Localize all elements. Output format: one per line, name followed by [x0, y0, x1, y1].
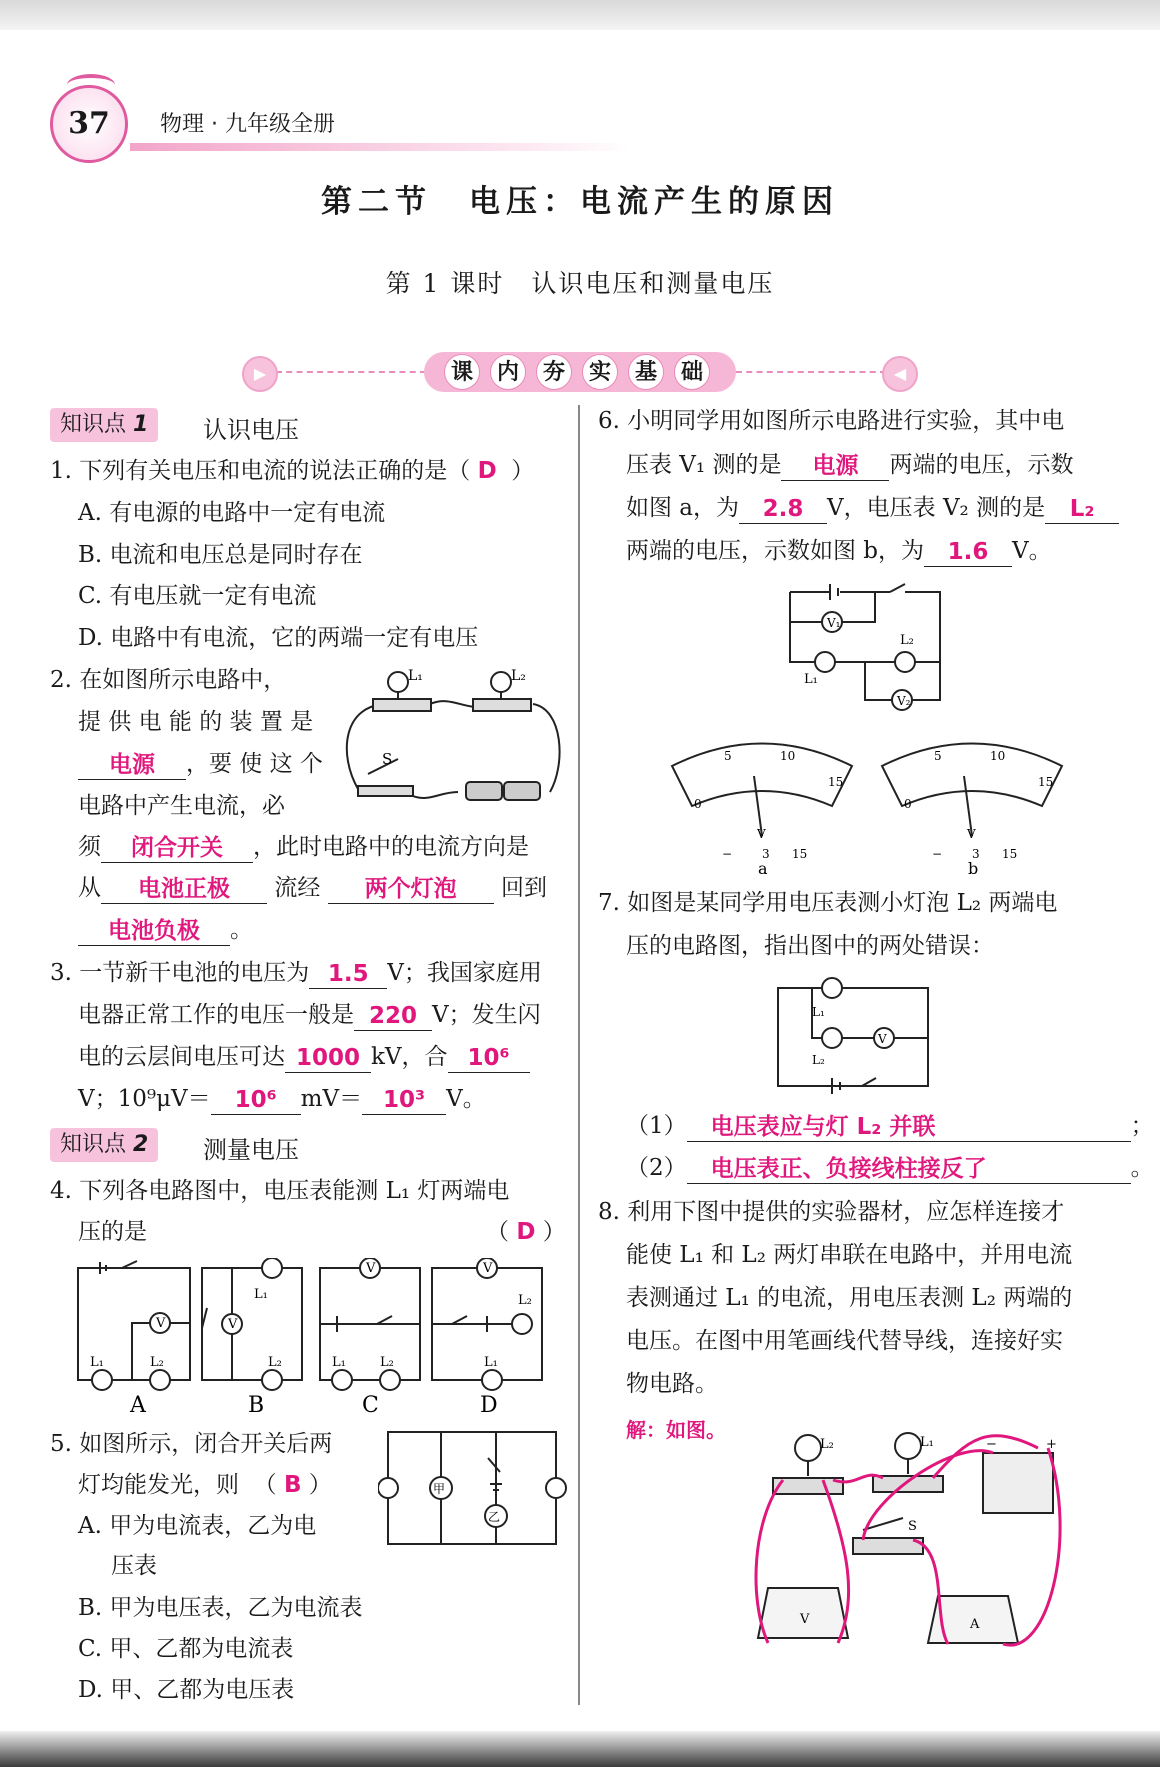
q5-yi-label: 乙: [488, 1510, 501, 1524]
svg-text:−: −: [722, 847, 733, 861]
knowledge-point-2-title: 测量电压: [203, 1136, 299, 1164]
q6-voltmeter-dials: [662, 726, 1072, 876]
svg-text:L₂: L₂: [812, 1053, 825, 1067]
q7-p2: （2）: [626, 1155, 687, 1181]
svg-text:L₂: L₂: [820, 1437, 834, 1452]
svg-text:L₁: L₁: [804, 672, 818, 687]
book-title: 物理 · 九年级全册: [160, 112, 335, 137]
q3-answer-3: 1000: [295, 1045, 360, 1071]
q6-line3: [626, 492, 1119, 524]
svg-text:0: 0: [694, 797, 702, 811]
q8-wiring-figure: [748, 1418, 1078, 1678]
knowledge-point-1-title: 认识电压: [203, 416, 299, 444]
svg-text:S: S: [382, 750, 393, 768]
q3-l4a: V；10⁹μV＝: [78, 1086, 211, 1112]
q2-answer-5: 电池负极: [108, 918, 200, 944]
q6-answer-1: 电源: [812, 453, 859, 479]
kp-tag-label: 知识点: [60, 1132, 127, 1157]
svg-text:0: 0: [904, 797, 912, 811]
q8-line1: 8. 利用下图中提供的实验器材，应怎样连接才: [598, 1199, 1065, 1225]
q2-line6c: 回到: [500, 875, 547, 901]
q1-option-d: D. 电路中有电流，它的两端一定有电压: [78, 625, 479, 651]
banner-dash-left: [276, 371, 426, 373]
q7-answer-1-line: [626, 1110, 1154, 1142]
q5-line1: 5. 如图所示，闭合开关后两: [50, 1431, 333, 1457]
q8-line3: 表测通过 L₁ 的电流，用电压表测 L₂ 两端的: [626, 1285, 1073, 1311]
kp-tag-label: 知识点: [60, 412, 127, 437]
svg-text:V: V: [878, 1032, 887, 1046]
q3-answer-4: 10⁶: [467, 1045, 510, 1071]
svg-text:+: +: [1046, 1437, 1057, 1452]
svg-text:15: 15: [792, 847, 808, 861]
q3-l1b: V；我国家庭用: [387, 960, 542, 986]
q6-line2: [626, 449, 1073, 481]
svg-text:V: V: [228, 1317, 238, 1332]
q2-line3-text: ，要 使 这 个: [186, 751, 323, 777]
q2-answer-4: 两个灯泡: [364, 876, 457, 902]
q3-answer-1: 1.5: [327, 961, 369, 987]
header-stripe: [130, 143, 630, 151]
q6-l3a: 如图 a，为: [626, 495, 740, 521]
kp-number: 1: [133, 412, 149, 437]
q4-circuit-options: [72, 1258, 562, 1418]
svg-text:V₂: V₂: [897, 694, 911, 708]
q3-answer-2: 220: [368, 1003, 417, 1029]
banner-dash-right: [736, 371, 886, 373]
q4-label-b: B: [248, 1393, 265, 1418]
svg-text:L₁: L₁: [254, 1287, 268, 1302]
q1-close: ）: [511, 458, 535, 484]
q2-line4: 电路中产生电流，必: [78, 793, 285, 819]
q6-l4b: V。: [1012, 538, 1052, 564]
q4-line2: 压的是: [78, 1219, 147, 1245]
knowledge-point-2-tag: [50, 1128, 158, 1162]
q7-e1: ；: [1130, 1113, 1154, 1139]
svg-text:V₁: V₁: [827, 616, 841, 630]
banner-char: 内: [490, 354, 526, 390]
q3-line1: [50, 957, 542, 989]
lesson-title: 第 1 课时 认识电压和测量电压: [385, 269, 775, 298]
q6-circuit-figure: [780, 580, 950, 720]
svg-text:15: 15: [1002, 847, 1018, 861]
q6-line4: [626, 535, 1052, 567]
banner-char: 课: [444, 354, 480, 390]
svg-text:5: 5: [724, 749, 732, 763]
svg-text:V: V: [483, 1261, 493, 1276]
q7-line1: 7. 如图是某同学用电压表测小灯泡 L₂ 两端电: [598, 890, 1058, 916]
q2-line7: [78, 914, 253, 946]
q3-answer-6: 10³: [383, 1087, 426, 1113]
q1-stem: [50, 455, 534, 487]
svg-text:5: 5: [934, 749, 942, 763]
q6-l2a: 压表 V₁ 测的是: [626, 452, 782, 478]
svg-text:10: 10: [780, 749, 796, 763]
svg-text:L₁: L₁: [812, 1005, 825, 1019]
q3-line4: [78, 1083, 486, 1115]
q8-solution-label: 解：如图。: [626, 1418, 726, 1442]
q5-option-a: A. 甲为电流表，乙为电: [78, 1513, 317, 1539]
q5-jia-label: 甲: [433, 1482, 446, 1496]
q5-option-d: D. 甲、乙都为电压表: [78, 1677, 295, 1703]
q6-answer-2: 2.8: [762, 496, 804, 522]
svg-text:L₂: L₂: [150, 1355, 164, 1370]
q5-option-a-cont: 压表: [88, 1553, 157, 1579]
svg-text:−: −: [932, 847, 943, 861]
knowledge-point-1-tag: [50, 408, 158, 442]
banner-char: 基: [628, 354, 664, 390]
q3-answer-5: 10⁶: [234, 1087, 277, 1113]
q5-line2-text: 灯均能发光，则: [78, 1472, 239, 1498]
play-icon: ▶: [242, 356, 278, 392]
q2-line5: [78, 831, 529, 863]
q3-l3a: 电的云层间电压可达: [78, 1044, 285, 1070]
q4-label-a: A: [130, 1393, 146, 1418]
q1-stem-text: 1. 下列有关电压和电流的说法正确的是（: [50, 458, 471, 484]
q3-line2: [78, 999, 541, 1031]
q4-label-d: D: [480, 1393, 498, 1418]
q3-l2b: V；发生闪: [432, 1002, 541, 1028]
q5-line2: 灯均能发光，则 （ B ）: [78, 1472, 332, 1498]
q1-option-c: C. 有电压就一定有电流: [78, 583, 317, 609]
svg-text:L₁: L₁: [332, 1355, 346, 1370]
q7-answer-1: 电压表应与灯 L₂ 并联: [710, 1114, 936, 1140]
q2-circuit-figure: [338, 664, 566, 814]
svg-text:L₁: L₁: [920, 1435, 934, 1450]
q3-l4c: V。: [446, 1086, 486, 1112]
q7-e2: 。: [1130, 1155, 1154, 1181]
bottom-edge: [0, 1731, 1160, 1767]
svg-text:A: A: [970, 1617, 980, 1632]
q6-answer-4: 1.6: [947, 539, 989, 565]
q7-p1: （1）: [626, 1113, 687, 1139]
section-title: 第二节 电压：电流产生的原因: [321, 184, 839, 220]
svg-text:V: V: [757, 827, 766, 841]
svg-text:V: V: [800, 1612, 810, 1627]
q6-answer-3: L₂: [1069, 496, 1095, 522]
svg-text:V: V: [967, 827, 976, 841]
svg-text:L₂: L₂: [900, 633, 914, 648]
q2-line3: [78, 748, 323, 780]
svg-text:L₁: L₁: [484, 1355, 498, 1370]
q8-line2: 能使 L₁ 和 L₂ 两灯串联在电路中，并用电流: [626, 1242, 1073, 1268]
q1-answer: D: [477, 458, 497, 484]
svg-text:L₂: L₂: [511, 668, 526, 684]
meter-b-label: b: [968, 859, 979, 876]
q2-end: 。: [230, 917, 253, 943]
q1-option-a: A. 有电源的电路中一定有电流: [78, 500, 386, 526]
q3-line3: [78, 1041, 530, 1073]
q2-answer-1: 电源: [109, 752, 155, 778]
q5-option-c: C. 甲、乙都为电流表: [78, 1636, 294, 1662]
svg-text:S: S: [908, 1519, 917, 1534]
q6-line1: 6. 小明同学用如图所示电路进行实验，其中电: [598, 408, 1065, 434]
svg-text:L₂: L₂: [268, 1355, 282, 1370]
q2-line6a: 从: [78, 875, 101, 901]
svg-text:L₂: L₂: [380, 1355, 394, 1370]
svg-text:3: 3: [972, 847, 980, 861]
q2-line6b: 流经: [274, 875, 321, 901]
banner-char: 础: [674, 354, 710, 390]
q3-l1a: 3. 一节新干电池的电压为: [50, 960, 310, 986]
q2-line1: 2. 在如图所示电路中，: [50, 667, 287, 693]
q7-answer-2: 电压表正、负接线柱接反了: [710, 1156, 987, 1182]
svg-text:15: 15: [1038, 775, 1054, 789]
q5-answer: B: [283, 1472, 302, 1498]
q2-line5a: 须: [78, 834, 101, 860]
svg-text:15: 15: [828, 775, 844, 789]
svg-text:V: V: [366, 1261, 376, 1276]
q5-circuit-figure: [378, 1428, 568, 1550]
q6-l4a: 两端的电压，示数如图 b，为: [626, 538, 925, 564]
column-divider: [578, 405, 580, 1705]
q4-line1: 4. 下列各电路图中，电压表能测 L₁ 灯两端电: [50, 1178, 510, 1204]
page-number: 37: [50, 85, 128, 163]
q2-line2: 提 供 电 能 的 装 置 是: [78, 709, 314, 735]
q4-answer: D: [516, 1219, 536, 1245]
q5-option-b: B. 甲为电压表，乙为电流表: [78, 1595, 363, 1621]
q2-answer-3: 电池正极: [138, 876, 230, 902]
q7-answer-2-line: [626, 1152, 1154, 1184]
kp-number: 2: [133, 1132, 149, 1157]
q8-line4: 电压。在图中用笔画线代替导线，连接好实: [626, 1328, 1063, 1354]
banner-char: 夯: [536, 354, 572, 390]
q4-label-c: C: [362, 1393, 379, 1418]
svg-text:3: 3: [762, 847, 770, 861]
svg-text:V: V: [156, 1316, 166, 1331]
page-header: [50, 55, 1110, 155]
q1-option-b: B. 电流和电压总是同时存在: [78, 542, 363, 568]
q2-answer-2: 闭合开关: [131, 835, 223, 861]
banner-pill: [424, 352, 736, 392]
top-edge: [0, 0, 1160, 30]
q7-circuit-figure: [772, 976, 932, 1094]
banner-char: 实: [582, 354, 618, 390]
meter-a-label: a: [758, 859, 768, 876]
svg-text:10: 10: [990, 749, 1006, 763]
q8-line5: 物电路。: [626, 1371, 718, 1397]
q3-l2a: 电器正常工作的电压一般是: [78, 1002, 354, 1028]
q2-line6: [78, 872, 547, 904]
svg-text:L₁: L₁: [408, 668, 423, 684]
q3-l4b: mV＝: [300, 1086, 363, 1112]
q6-l3b: V，电压表 V₂ 测的是: [827, 495, 1046, 521]
section-banner: [240, 352, 920, 392]
q2-line5b: ，此时电路中的电流方向是: [253, 834, 529, 860]
q3-l3b: kV，合: [371, 1044, 448, 1070]
svg-text:L₂: L₂: [518, 1293, 532, 1308]
svg-text:−: −: [986, 1437, 997, 1452]
reverse-play-icon: ◀: [882, 356, 918, 392]
svg-text:L₁: L₁: [90, 1355, 104, 1370]
q6-l2b: 两端的电压，示数: [889, 452, 1074, 478]
q4-answer-bracket: （ D ）: [486, 1219, 566, 1245]
q7-line2: 压的电路图，指出图中的两处错误：: [626, 933, 994, 959]
